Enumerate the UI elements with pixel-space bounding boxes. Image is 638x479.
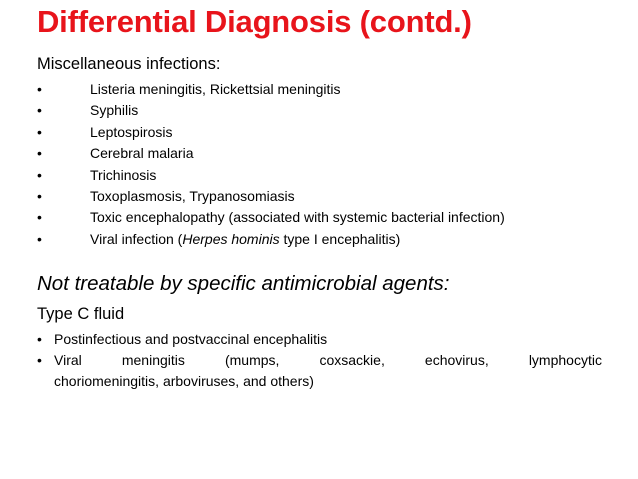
- bullet: •: [37, 123, 42, 140]
- bullet: •: [37, 331, 42, 347]
- text-segment: type I encephalitis): [279, 230, 401, 247]
- bullet: •: [37, 230, 42, 247]
- bullet: •: [37, 166, 42, 183]
- not-treatable-heading: Not treatable by specific antimicrobial agents:: [37, 272, 450, 295]
- list-item-text: Trichinosis: [90, 166, 157, 183]
- list-item-text: Listeria meningitis, Rickettsial meningitis: [90, 81, 341, 97]
- word: Viral: [54, 352, 82, 368]
- list-item: [37, 350, 602, 392]
- list-item-text: Toxoplasmosis, Trypanosomiasis: [90, 187, 295, 204]
- list-item-text: Leptospirosis: [90, 123, 173, 140]
- list-item-text: Postinfectious and postvaccinal encephalitis: [54, 331, 328, 347]
- continuation-line: choriomeningitis, arboviruses, and others): [54, 373, 314, 389]
- word: lymphocytic: [528, 352, 602, 368]
- bullet: •: [37, 145, 42, 162]
- bullet: •: [37, 352, 42, 368]
- list-item-text: Toxic encephalopathy (associated with systemic bacterial infection): [90, 209, 505, 226]
- list-item-text: Syphilis: [90, 102, 139, 119]
- list-item-text: [90, 229, 400, 250]
- list-item: [37, 329, 602, 350]
- bullet: •: [37, 209, 42, 226]
- justified-line: [54, 350, 602, 371]
- italic-term: Herpes hominis: [182, 230, 280, 247]
- type-c-list: [37, 329, 602, 392]
- bullet: •: [37, 187, 42, 204]
- list-item-text: Cerebral malaria: [90, 145, 194, 162]
- misc-infections-heading: Miscellaneous infections:: [37, 55, 221, 73]
- bullet: •: [37, 102, 42, 119]
- slide-title: Differential Diagnosis (contd.): [37, 4, 472, 39]
- word: coxsackie,: [319, 352, 385, 368]
- word: echovirus,: [424, 352, 489, 368]
- word: meningitis: [121, 352, 185, 368]
- text-segment: Viral infection (: [90, 230, 183, 247]
- word: (mumps,: [224, 352, 280, 368]
- type-c-fluid-subheading: Type C fluid: [37, 305, 125, 323]
- bullet: •: [37, 81, 42, 97]
